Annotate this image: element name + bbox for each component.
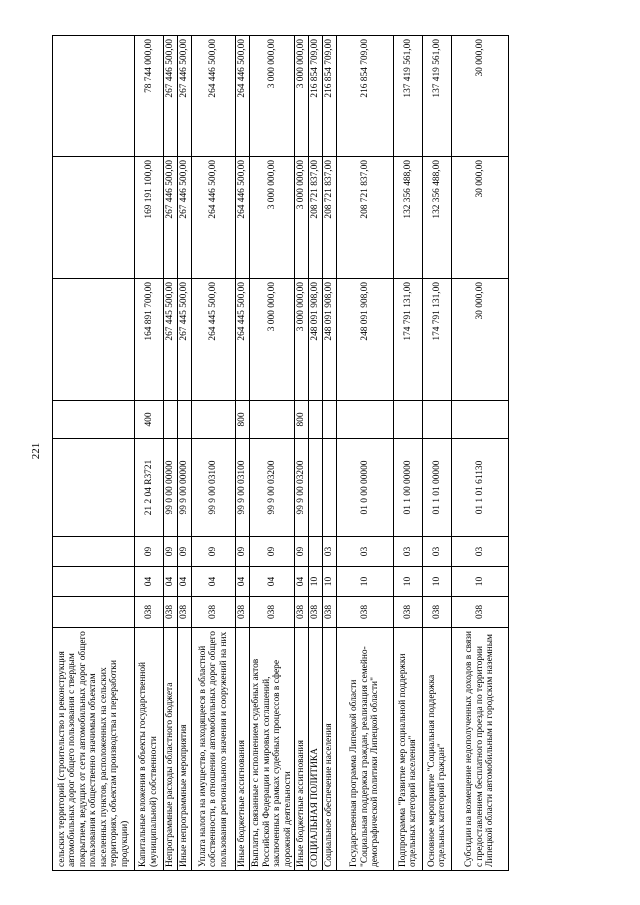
subsection-code-cell: 09 bbox=[135, 537, 164, 567]
amount-year-3-cell: 137 419 561,00 bbox=[423, 36, 452, 157]
table-row bbox=[164, 36, 178, 871]
subsection-code-cell: 03 bbox=[337, 537, 394, 567]
section-code-cell: 10 bbox=[337, 567, 394, 597]
table-row bbox=[423, 36, 452, 871]
amount-year-2-cell: 3 000 000,00 bbox=[250, 157, 295, 279]
amount-year-2-cell: 264 446 500,00 bbox=[192, 157, 236, 279]
amount-year-2-cell: 208 721 837,00 bbox=[337, 157, 394, 279]
amount-year-1-cell: 264 445 500,00 bbox=[192, 279, 236, 401]
row-name-cell: Иные бюджетные ассигнования bbox=[236, 628, 250, 871]
row-name-cell: СОЦИАЛЬНАЯ ПОЛИТИКА bbox=[309, 628, 323, 871]
amount-year-1-cell: 30 000,00 bbox=[452, 279, 509, 401]
amount-year-3-cell: 3 000 000,00 bbox=[295, 36, 309, 157]
subsection-code-cell: 03 bbox=[452, 537, 509, 567]
expense-type-cell bbox=[337, 401, 394, 439]
subsection-code-cell: 09 bbox=[178, 537, 192, 567]
target-article-cell: 99 9 00 03100 bbox=[192, 439, 236, 537]
expense-type-cell bbox=[452, 401, 509, 439]
amount-year-1-cell: 3 000 000,00 bbox=[250, 279, 295, 401]
table-row bbox=[192, 36, 236, 871]
amount-year-3-cell: 216 854 709,00 bbox=[323, 36, 337, 157]
grbs-code-cell bbox=[53, 597, 135, 628]
section-code-cell: 04 bbox=[192, 567, 236, 597]
rotated-page-content bbox=[52, 36, 573, 871]
grbs-code-cell: 038 bbox=[164, 597, 178, 628]
grbs-code-cell: 038 bbox=[178, 597, 192, 628]
amount-year-3-cell: 78 744 000,00 bbox=[135, 36, 164, 157]
row-name-cell: Государственная программа Липецкой области "Социальная поддержка граждан, реализация семейно-демографической политики Липецкой области" bbox=[337, 628, 394, 871]
table-row bbox=[452, 36, 509, 871]
amount-year-3-cell: 216 854 709,00 bbox=[309, 36, 323, 157]
amount-year-3-cell: 267 446 500,00 bbox=[164, 36, 178, 157]
grbs-code-cell: 038 bbox=[236, 597, 250, 628]
budget-table bbox=[52, 35, 509, 871]
expense-type-cell bbox=[423, 401, 452, 439]
section-code-cell: 04 bbox=[135, 567, 164, 597]
amount-year-1-cell bbox=[53, 279, 135, 401]
grbs-code-cell: 038 bbox=[337, 597, 394, 628]
amount-year-2-cell: 264 446 500,00 bbox=[236, 157, 250, 279]
table-row bbox=[53, 36, 135, 871]
table-body bbox=[53, 36, 509, 871]
amount-year-3-cell: 264 446 500,00 bbox=[192, 36, 236, 157]
row-name-cell: Непрограммные расходы областного бюджета bbox=[164, 628, 178, 871]
grbs-code-cell: 038 bbox=[423, 597, 452, 628]
amount-year-3-cell bbox=[53, 36, 135, 157]
section-code-cell: 10 bbox=[452, 567, 509, 597]
row-name-cell: Подпрограмма "Развитие мер социальной поддержки отдельных категорий населения" bbox=[394, 628, 423, 871]
section-code-cell: 04 bbox=[178, 567, 192, 597]
expense-type-cell bbox=[394, 401, 423, 439]
table-row bbox=[295, 36, 309, 871]
table-row bbox=[236, 36, 250, 871]
subsection-code-cell: 03 bbox=[423, 537, 452, 567]
section-code-cell bbox=[53, 567, 135, 597]
amount-year-2-cell: 3 000 000,00 bbox=[295, 157, 309, 279]
target-article-cell: 99 9 00 03200 bbox=[295, 439, 309, 537]
grbs-code-cell: 038 bbox=[250, 597, 295, 628]
amount-year-2-cell: 208 721 837,00 bbox=[309, 157, 323, 279]
section-code-cell: 10 bbox=[394, 567, 423, 597]
amount-year-2-cell bbox=[53, 157, 135, 279]
amount-year-1-cell: 174 791 131,00 bbox=[423, 279, 452, 401]
target-article-cell: 01 1 00 00000 bbox=[394, 439, 423, 537]
page-number: 221 bbox=[30, 442, 42, 460]
amount-year-2-cell: 30 000,00 bbox=[452, 157, 509, 279]
section-code-cell: 04 bbox=[250, 567, 295, 597]
target-article-cell: 99 9 00 00000 bbox=[178, 439, 192, 537]
subsection-code-cell: 09 bbox=[192, 537, 236, 567]
target-article-cell: 01 0 00 00000 bbox=[337, 439, 394, 537]
table-row bbox=[323, 36, 337, 871]
amount-year-1-cell: 264 445 500,00 bbox=[236, 279, 250, 401]
section-code-cell: 10 bbox=[309, 567, 323, 597]
amount-year-1-cell: 267 445 500,00 bbox=[164, 279, 178, 401]
target-article-cell bbox=[323, 439, 337, 537]
expense-type-cell bbox=[53, 401, 135, 439]
amount-year-3-cell: 30 000,00 bbox=[452, 36, 509, 157]
section-code-cell: 04 bbox=[164, 567, 178, 597]
expense-type-cell bbox=[178, 401, 192, 439]
amount-year-3-cell: 216 854 709,00 bbox=[337, 36, 394, 157]
amount-year-2-cell: 169 191 100,00 bbox=[135, 157, 164, 279]
row-name-cell: Субсидии на возмещение недополученных доходов в связи с предоставлением бесплатного проезда по территории Липецкой области автомобильным и городским наземным bbox=[452, 628, 509, 871]
row-name-cell: Капитальные вложения в объекты государственной (муниципальной) собственности bbox=[135, 628, 164, 871]
target-article-cell: 99 9 00 03200 bbox=[250, 439, 295, 537]
amount-year-2-cell: 132 356 488,00 bbox=[394, 157, 423, 279]
amount-year-3-cell: 267 446 500,00 bbox=[178, 36, 192, 157]
row-name-cell: Иные бюджетные ассигнования bbox=[295, 628, 309, 871]
grbs-code-cell: 038 bbox=[323, 597, 337, 628]
amount-year-3-cell: 264 446 500,00 bbox=[236, 36, 250, 157]
expense-type-cell: 800 bbox=[295, 401, 309, 439]
grbs-code-cell: 038 bbox=[192, 597, 236, 628]
amount-year-2-cell: 208 721 837,00 bbox=[323, 157, 337, 279]
subsection-code-cell: 09 bbox=[164, 537, 178, 567]
target-article-cell bbox=[309, 439, 323, 537]
row-name-cell: сельских территорий (строительство и реконструкция автомобильных дорог общего пользования с твердым покрытием, ведущих от сети автомобильных дорог общего пользования к общественно значимым объектам населенных пунктов, расположенных на сельских территориях, объектам производства и переработки продукции) bbox=[53, 628, 135, 871]
expense-type-cell: 400 bbox=[135, 401, 164, 439]
grbs-code-cell: 038 bbox=[295, 597, 309, 628]
amount-year-2-cell: 267 446 500,00 bbox=[164, 157, 178, 279]
table-row bbox=[250, 36, 295, 871]
subsection-code-cell: 03 bbox=[394, 537, 423, 567]
subsection-code-cell: 09 bbox=[236, 537, 250, 567]
amount-year-1-cell: 3 000 000,00 bbox=[295, 279, 309, 401]
target-article-cell: 99 0 00 00000 bbox=[164, 439, 178, 537]
expense-type-cell bbox=[323, 401, 337, 439]
row-name-cell: Выплаты, связанные с исполнением судебных актов Российской Федерации и мировых соглашений, заключенных в рамках судебных процессов в сфере дорожной деятельности bbox=[250, 628, 295, 871]
subsection-code-cell bbox=[309, 537, 323, 567]
row-name-cell: Иные непрограммные мероприятия bbox=[178, 628, 192, 871]
grbs-code-cell: 038 bbox=[452, 597, 509, 628]
table-row bbox=[178, 36, 192, 871]
amount-year-1-cell: 164 891 700,00 bbox=[135, 279, 164, 401]
amount-year-1-cell: 248 091 908,00 bbox=[309, 279, 323, 401]
expense-type-cell: 800 bbox=[236, 401, 250, 439]
table-row bbox=[309, 36, 323, 871]
table-row bbox=[337, 36, 394, 871]
row-name-cell: Основное мероприятие "Социальная поддержка отдельных категорий граждан" bbox=[423, 628, 452, 871]
expense-type-cell bbox=[309, 401, 323, 439]
subsection-code-cell: 09 bbox=[250, 537, 295, 567]
grbs-code-cell: 038 bbox=[394, 597, 423, 628]
target-article-cell bbox=[53, 439, 135, 537]
section-code-cell: 04 bbox=[236, 567, 250, 597]
amount-year-1-cell: 174 791 131,00 bbox=[394, 279, 423, 401]
row-name-cell: Уплата налога на имущество, находящееся в областной собственности, в отношении автомобильных дорог общего пользования регионального значения и сооружений на них bbox=[192, 628, 236, 871]
grbs-code-cell: 038 bbox=[135, 597, 164, 628]
amount-year-3-cell: 3 000 000,00 bbox=[250, 36, 295, 157]
subsection-code-cell: 03 bbox=[323, 537, 337, 567]
subsection-code-cell: 09 bbox=[295, 537, 309, 567]
grbs-code-cell: 038 bbox=[309, 597, 323, 628]
subsection-code-cell bbox=[53, 537, 135, 567]
target-article-cell: 99 9 00 03100 bbox=[236, 439, 250, 537]
amount-year-1-cell: 248 091 908,00 bbox=[337, 279, 394, 401]
expense-type-cell bbox=[192, 401, 236, 439]
amount-year-2-cell: 132 356 488,00 bbox=[423, 157, 452, 279]
amount-year-1-cell: 248 091 908,00 bbox=[323, 279, 337, 401]
section-code-cell: 10 bbox=[323, 567, 337, 597]
table-row bbox=[394, 36, 423, 871]
amount-year-1-cell: 267 445 500,00 bbox=[178, 279, 192, 401]
amount-year-2-cell: 267 446 500,00 bbox=[178, 157, 192, 279]
expense-type-cell bbox=[250, 401, 295, 439]
table-row bbox=[135, 36, 164, 871]
amount-year-3-cell: 137 419 561,00 bbox=[394, 36, 423, 157]
section-code-cell: 10 bbox=[423, 567, 452, 597]
expense-type-cell bbox=[164, 401, 178, 439]
row-name-cell: Социальное обеспечение населения bbox=[323, 628, 337, 871]
target-article-cell: 01 1 01 61130 bbox=[452, 439, 509, 537]
target-article-cell: 21 2 04 R3721 bbox=[135, 439, 164, 537]
target-article-cell: 01 1 01 00000 bbox=[423, 439, 452, 537]
section-code-cell: 04 bbox=[295, 567, 309, 597]
